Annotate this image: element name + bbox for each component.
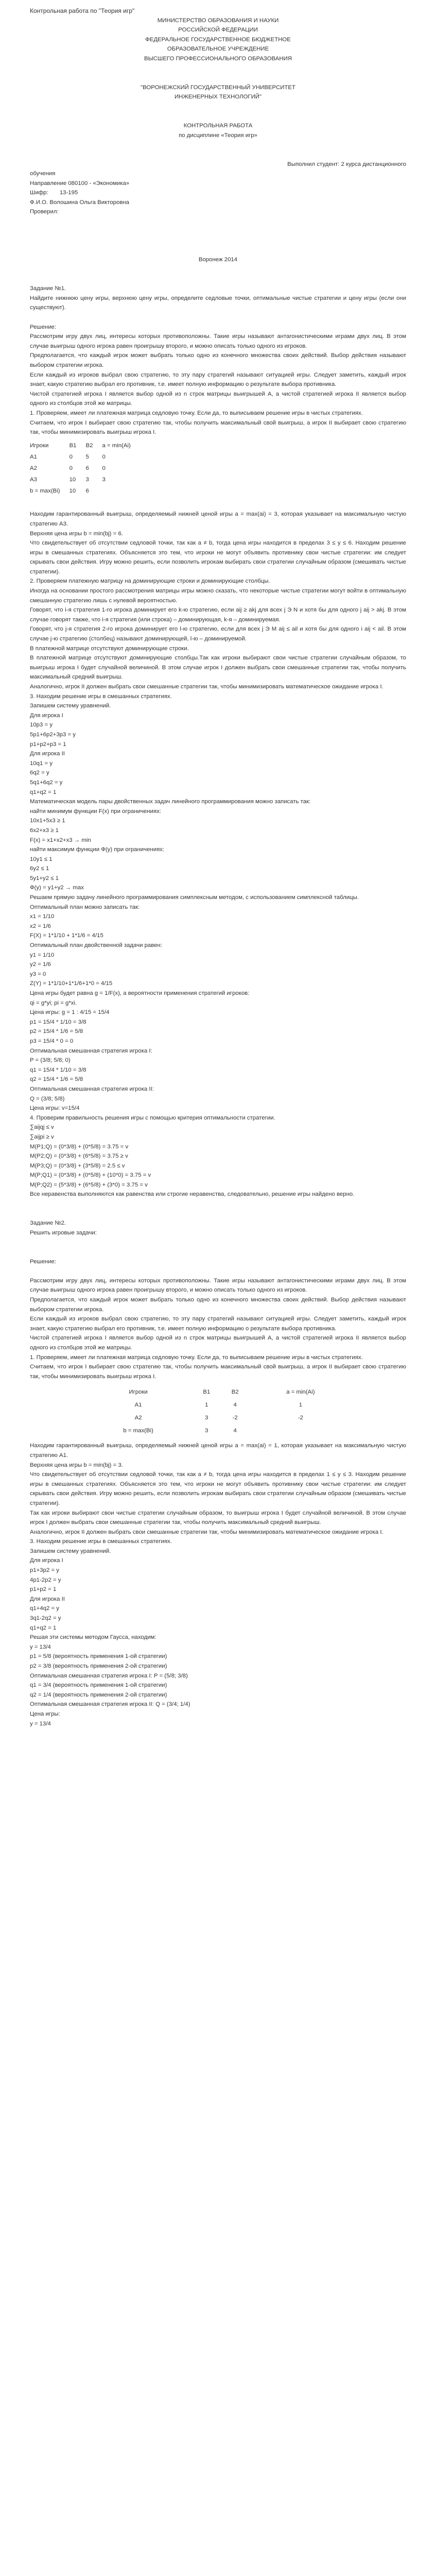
task2-section — [30, 1218, 406, 1728]
paragraph: F(X) = 1*1/10 + 1*1/6 = 4/15 — [30, 933, 103, 939]
task1-intro — [30, 332, 406, 437]
matrix-cell — [102, 486, 139, 497]
paragraph: Для игрока II — [30, 1596, 65, 1602]
paragraph: Цена игры: — [30, 1710, 60, 1717]
matrix-cell: 6 — [85, 488, 89, 495]
matrix-row — [30, 474, 140, 486]
work-type-line: по дисциплине «Теория игр» — [179, 132, 257, 139]
header-line: ФЕДЕРАЛЬНОЕ ГОСУДАРСТВЕННОЕ БЮДЖЕТНОЕ — [145, 36, 291, 43]
paragraph: Оптимальная смешанная стратегия игрока II: Q = (3/4; 1/4) — [30, 1701, 190, 1708]
paragraph: p1+3p2 = y — [30, 1567, 60, 1574]
matrix-cell: 3 — [205, 1427, 208, 1434]
paragraph: Для игрока II — [30, 751, 65, 757]
matrix-cell: b = max(Bi) — [123, 1427, 153, 1434]
paragraph: Говорят, что j-я стратегия 2-го игрока доминирует его l-ю стратегию, если для всех j Э M aij ≤ ail и хотя бы для одного i aij < ail. В этом случае j-ю стратегию (столбец) называют доминирующей, l-ю – доминируемой. — [30, 626, 408, 642]
matrix-cell: -2 — [298, 1414, 303, 1421]
matrix-header-cell: B2 — [85, 443, 93, 449]
paragraph: Для игрока I — [30, 712, 63, 719]
matrix-cell — [249, 1424, 352, 1437]
work-type-line: КОНТРОЛЬНАЯ РАБОТА — [183, 123, 253, 129]
paragraph: P = (3/8; 5/8; 0) — [30, 1057, 71, 1064]
matrix-cell: A1 — [134, 1401, 142, 1408]
paragraph: y = 13/4 — [30, 1643, 51, 1650]
paragraph: найти максимум функции Ф(y) при ограничениях: — [30, 846, 165, 853]
task1-body — [30, 510, 406, 1199]
paragraph: q1 = 15/4 * 1/10 = 3/8 — [30, 1066, 86, 1073]
paragraph: Цена игры: g = 1 : 4/15 = 15/4 — [30, 1009, 110, 1016]
paragraph: Аналогично, игрок II должен выбрать свои смешанные стратегии так, чтобы минимизировать математическое ожидание игрока I. — [30, 1529, 383, 1535]
paragraph: Оптимальная смешанная стратегия игрока I: — [30, 1047, 152, 1054]
paragraph: Ф(y) = y1+y2 → max — [30, 885, 84, 891]
task2-body — [30, 1441, 406, 1728]
paragraph: 5p1+6p2+3p3 = y — [30, 731, 76, 738]
paragraph: Оптимальная смешанная стратегия игрока II: — [30, 1086, 154, 1092]
task-heading: Задание №1. — [30, 285, 66, 292]
paragraph: p2 = 3/8 (вероятность применения 2-ой стратегии) — [30, 1663, 167, 1669]
paragraph: найти минимум функции F(x) при ограничениях: — [30, 808, 161, 815]
payoff-matrix — [84, 1385, 352, 1437]
matrix-row — [30, 463, 140, 474]
city-year: Воронеж 2014 — [198, 257, 238, 263]
direction-line: Направление 080100 - «Экономика» — [30, 180, 130, 187]
paragraph: Аналогично, игрок II должен выбрать свои смешанные стратегии так, чтобы минимизировать математическое ожидание игрока I. — [30, 684, 383, 690]
paragraph: y3 = 0 — [30, 971, 46, 977]
paragraph: ∑aijpi ≥ v — [30, 1133, 54, 1140]
paragraph: Цена игры: v=15/4 — [30, 1105, 80, 1112]
matrix-cell: 3 — [85, 477, 89, 483]
matrix-row — [84, 1424, 352, 1437]
matrix-cell: A3 — [30, 477, 37, 483]
paragraph: qi = g*yi; pi = g*xi. — [30, 999, 77, 1006]
paragraph: 1. Проверяем, имеет ли платежная матрица седловую точку. Если да, то выписываем решение игры в чистых стратегиях. — [30, 1354, 363, 1361]
task-statement: Решить игровые задачи: — [30, 1229, 97, 1236]
paragraph: Верхняя цена игры b = min(bj) = 3. — [30, 1462, 123, 1468]
paragraph: Решаем прямую задачу линейного программирования симплексным методом, с использованием симплексной таблицы. — [30, 894, 359, 901]
paragraph: Если каждый из игроков выбрал свою стратегию, то эту пару стратегий называют ситуацией игры. Следует заметить, каждый игрок знает, какую стратегию выбрал его противник, т.е. имеет полную информацию о результате выбора противника. — [30, 1316, 408, 1332]
paragraph: Цена игры будет равна g = 1/F(x), а вероятности применения стратегий игроков: — [30, 990, 250, 996]
paragraph: 4. Проверим правильность решения игры с помощью критерия оптимальности стратегии. — [30, 1114, 275, 1121]
paragraph: q1 = 3/4 (вероятность применения 1-ой стратегии) — [30, 1682, 167, 1689]
paragraph: Считаем, что игрок I выбирает свою стратегию так, чтобы получить максимальный свой выигрыш, а игрок II выбирает свою стратегию так, чтобы минимизировать выигрыш игрока I. — [30, 1364, 408, 1380]
matrix-header-row — [30, 440, 140, 452]
paragraph: M(P;Q2) = (5*3/8) + (6*5/8) + (3*0) = 3.75 = v — [30, 1181, 148, 1188]
matrix-header-cell: Игроки — [129, 1388, 148, 1395]
matrix-header-cell: B1 — [69, 443, 77, 449]
matrix-cell: 1 — [299, 1401, 303, 1408]
paragraph: Считаем, что игрок I выбирает свою стратегию так, чтобы получить максимальный свой выигрыш, а игрок II выбирает свою стратегию так, чтобы минимизировать выигрыш игрока I. — [30, 419, 408, 436]
header-line: РОССИЙСКОЙ ФЕДЕРАЦИИ — [178, 27, 258, 33]
matrix-cell: b = max(Bi) — [30, 488, 60, 495]
paragraph: 10x1+5x3 ≥ 1 — [30, 818, 65, 824]
paragraph: Если каждый из игроков выбрал свою стратегию, то эту пару стратегий называют ситуацией игры. Следует заметить, каждый игрок знает, какую стратегию выбрал его противник, т.е. имеет полную информацию о результате выбора противника. — [30, 371, 408, 388]
matrix-row — [84, 1411, 352, 1424]
matrix-cell: 4 — [233, 1427, 237, 1434]
matrix-cell: 10 — [69, 477, 76, 483]
title-block — [30, 6, 406, 284]
paragraph: M(P2;Q) = (0*3/8) + (6*5/8) = 3.75 ≥ v — [30, 1153, 128, 1160]
paragraph: Верхняя цена игры b = min(bj) = 6. — [30, 530, 123, 537]
paragraph: 3. Находим решение игры в смешанных стратегиях. — [30, 693, 172, 700]
matrix-header-cell: Игроки — [30, 443, 49, 449]
task1-section — [30, 284, 406, 1218]
matrix-cell: 3 — [102, 477, 106, 483]
paragraph: Находим гарантированный выигрыш, определяемый нижней ценой игры a = max(ai) = 3, которая указывает на максимальную чистую стратегию A3. — [30, 511, 408, 527]
matrix-header-cell: a = min(Ai) — [286, 1388, 315, 1395]
paragraph: Запишем систему уравнений. — [30, 703, 111, 709]
paragraph: 10q1 = y — [30, 760, 53, 767]
paragraph: Оптимальный план двойственной задачи равен: — [30, 942, 162, 949]
paragraph: M(P3;Q) = (0*3/8) + (3*5/8) = 2.5 ≤ v — [30, 1162, 125, 1169]
paragraph: Предполагается, что каждый игрок может выбрать только одно из конечного множества своих действий. Выбор действия называют выбором стратегии игрока. — [30, 1297, 408, 1313]
paragraph: 4p1-2p2 = y — [30, 1577, 61, 1583]
matrix-cell: 0 — [102, 465, 106, 472]
paragraph: Находим гарантированный выигрыш, определяемый нижней ценой игры a = max(ai) = 1, которая указывает на максимальную чистую стратегию A1. — [30, 1443, 408, 1459]
task-statement: Найдите нижнюю цену игры, верхнюю цену игры, определите седловые точки, оптимальные чистые стратегии и цену игры (если они существуют). — [30, 295, 408, 311]
matrix-cell: A1 — [30, 454, 37, 461]
paragraph: 6y2 ≤ 1 — [30, 866, 49, 872]
paragraph: Предполагается, что каждый игрок может выбрать только одно из конечного множества своих действий. Выбор действия называют выбором стратегии игрока. — [30, 352, 408, 368]
matrix-row — [30, 452, 140, 463]
paragraph: y = 13/4 — [30, 1720, 51, 1727]
paragraph: q2 = 15/4 * 1/6 = 5/8 — [30, 1076, 83, 1083]
matrix-cell: A2 — [134, 1414, 142, 1421]
paragraph: 3q1-2q2 = y — [30, 1615, 61, 1622]
paragraph: Так как игроки выбирают свои чистые стратегии случайным образом, то выигрыш игрока I будет случайной величиной. В этом случае игрок I должен выбрать свои смешанные стратегии так, чтобы получить максимальный средний выигрыш. — [30, 1510, 408, 1526]
student-line-cont: обучения — [30, 171, 56, 177]
paragraph: Рассмотрим игру двух лиц, интересы которых противоположны. Такие игры называют антагонистическими играми двух лиц. В этом случае выигрыш одного игрока равен проигрышу второго, и можно описать только одного из игроков. — [30, 333, 408, 349]
matrix-cell: 6 — [85, 465, 89, 472]
paragraph: В платежной матрице отсутствуют доминирующие столбцы.Так как игроки выбирают свои чистые стратегии случайным образом, то выигрыш игрока I будет случайной величиной. В этом случае игрок I должен выбрать свои смешанные стратегии так, чтобы получить максимальный средний выигрыш. — [30, 655, 408, 681]
paragraph: Иногда на основании простого рассмотрения матрицы игры можно сказать, что некоторые чистые стратегии могут войти в оптимальную смешанную стратегию лишь с нулевой вероятностью. — [30, 588, 408, 604]
paragraph: p3 = 15/4 * 0 = 0 — [30, 1038, 74, 1044]
matrix-cell: 0 — [69, 454, 73, 461]
checked-line: Проверил: — [30, 209, 59, 215]
paragraph: Z(Y) = 1*1/10+1*1/6+1*0 = 4/15 — [30, 980, 113, 987]
paragraph: q2 = 1/4 (вероятность применения 2-ой стратегии) — [30, 1691, 167, 1698]
paragraph: Оптимальная смешанная стратегия игрока I: P = (5/8; 3/8) — [30, 1672, 188, 1679]
matrix-cell: 4 — [233, 1401, 237, 1408]
matrix-cell: 10 — [69, 488, 76, 495]
task2-intro — [30, 1276, 406, 1382]
matrix-header-cell: a = min(Ai) — [102, 443, 131, 449]
paragraph: Что свидетельствует об отсутствии седловой точки, так как a ≠ b, тогда цена игры находится в пределах 3 ≤ y ≤ 6. Находим решение игры в смешанных стратегиях. Объясняется это тем, что игроки не могут объявить противнику свои чистые стратегии: им следует скрывать свои действия. Игру можно решить, если позволить игрокам выбирать свои стратегии случайным образом (смешивать чистые стратегии). — [30, 540, 408, 575]
cipher-line: Шифр: 13-195 — [30, 190, 78, 196]
paragraph: Запишем систему уравнений. — [30, 1548, 111, 1554]
paragraph: Говорят, что i-я стратегия 1-го игрока доминирует его k-ю стратегию, если aij ≥ akj для всех j Э N и хотя бы для одного j aij > akj. В этом случае говорят также, что i-я стратегия (или строка) – доминирующая, k-я – доминируемая. — [30, 607, 408, 623]
paragraph: M(P;Q1) = (0*3/8) + (0*5/8) + (10*0) = 3.75 = v — [30, 1172, 151, 1179]
paragraph: Q = (3/8; 5/8) — [30, 1095, 65, 1102]
paragraph: 3. Находим решение игры в смешанных стратегиях. — [30, 1538, 172, 1545]
student-line: Выполнил студент: 2 курса дистанционного — [287, 161, 406, 167]
paragraph: 6q2 = y — [30, 770, 49, 776]
header-line: МИНИСТЕРСТВО ОБРАЗОВАНИЯ И НАУКИ — [157, 17, 279, 24]
matrix-header-cell: B2 — [231, 1388, 239, 1395]
paragraph: 10y1 ≤ 1 — [30, 856, 53, 862]
paragraph: Решая эти системы методом Гаусса, находим: — [30, 1634, 156, 1641]
paragraph: x1 = 1/10 — [30, 913, 55, 920]
paragraph: F(x) = x1+x2+x3 → min — [30, 837, 91, 843]
paragraph: p2 = 15/4 * 1/6 = 5/8 — [30, 1028, 83, 1035]
paragraph: Рассмотрим игру двух лиц, интересы которых противоположны. Такие игры называют антагонистическими играми двух лиц. В этом случае выигрыш одного игрока равен проигрышу второго, и можно описать только одного из игроков. — [30, 1277, 408, 1294]
matrix-cell: 3 — [205, 1414, 208, 1421]
paragraph: x2 = 1/6 — [30, 923, 51, 929]
matrix-row — [84, 1398, 352, 1411]
paragraph: p1 = 5/8 (вероятность применения 1-ой стратегии) — [30, 1653, 167, 1660]
paragraph: 6x2+x3 ≥ 1 — [30, 827, 59, 834]
paragraph: q1+q2 = 1 — [30, 1624, 57, 1631]
matrix-cell: 0 — [102, 454, 106, 461]
matrix-cell: 5 — [85, 454, 89, 461]
document-title: Контрольная работа по "Теория игр" — [30, 7, 135, 14]
matrix-row — [30, 486, 140, 497]
matrix-cell: 0 — [69, 465, 73, 472]
paragraph: Что свидетельствует об отсутствии седловой точки, так как a ≠ b, тогда цена игры находится в пределах 1 ≤ y ≤ 3. Находим решение игры в смешанных стратегиях. Объясняется это тем, что игроки не могут объявить противнику свои чистые стратегии: им следует скрывать свои действия. Игру можно решить, если позволить игрокам выбирать свои стратегии случайным образом (смешивать чистые стратегии). — [30, 1471, 408, 1506]
solution-label: Решение: — [30, 324, 57, 330]
paragraph: ∑aijqj ≤ v — [30, 1124, 54, 1131]
paragraph: Математическая модель пары двойственных задач линейного программирования можно записать так: — [30, 799, 311, 805]
paragraph: q1+4q2 = y — [30, 1605, 60, 1612]
paragraph: y2 = 1/6 — [30, 961, 51, 968]
fio-line: Ф.И.О. Волошина Ольга Викторовна — [30, 199, 130, 206]
payoff-matrix — [30, 440, 140, 497]
paragraph: p1+p2+p3 = 1 — [30, 741, 66, 748]
paragraph: Для игрока I — [30, 1557, 63, 1564]
solution-label: Решение: — [30, 1258, 57, 1265]
paragraph: 10p3 = y — [30, 722, 53, 728]
paragraph: 1. Проверяем, имеет ли платежная матрица седловую точку. Если да, то выписываем решение игры в чистых стратегиях. — [30, 410, 363, 416]
matrix-header-cell: B1 — [203, 1388, 211, 1395]
paragraph: Чистой стратегией игрока I является выбор одной из n строк матрицы выигрышей А, а чистой стратегией игрока II является выбор одного из столбцов этой же матрицы. — [30, 1335, 408, 1351]
paragraph: p1+p2 = 1 — [30, 1586, 57, 1593]
header-line: ОБРАЗОВАТЕЛЬНОЕ УЧРЕЖДЕНИЕ — [167, 46, 269, 53]
paragraph: 5q1+6q2 = y — [30, 779, 63, 786]
paragraph: В платежной матрице отсутствуют доминирующие строки. — [30, 645, 189, 652]
paragraph: Чистой стратегией игрока I является выбор одной из n строк матрицы выигрышей А, а чистой стратегией игрока II является выбор одного из столбцов этой же матрицы. — [30, 391, 408, 407]
paragraph: 2. Проверяем платежную матрицу на доминирующие строки и доминирующие столбцы. — [30, 578, 270, 585]
paragraph: p1 = 15/4 * 1/10 = 3/8 — [30, 1019, 86, 1025]
matrix-cell: -2 — [232, 1414, 238, 1421]
matrix-header-row — [84, 1385, 352, 1398]
paragraph: Оптимальный план можно записать так: — [30, 904, 140, 910]
university-line: ИНЖЕНЕРНЫХ ТЕХНОЛОГИЙ" — [174, 94, 262, 100]
paragraph: M(P1;Q) = (0*3/8) + (0*5/8) = 3.75 = v — [30, 1143, 129, 1150]
paragraph: q1+q2 = 1 — [30, 789, 57, 795]
header-line: ВЫСШЕГО ПРОФЕССИОНАЛЬНОГО ОБРАЗОВАНИЯ — [144, 55, 292, 62]
matrix-cell: A2 — [30, 465, 37, 472]
task-heading: Задание №2. — [30, 1220, 66, 1227]
university-line: "ВОРОНЕЖСКИЙ ГОСУДАРСТВЕННЫЙ УНИВЕРСИТЕТ — [141, 84, 295, 91]
paragraph: y1 = 1/10 — [30, 952, 55, 958]
paragraph: Все неравенства выполняются как равенства или строгие неравенства, следовательно, решение игры найдено верно. — [30, 1191, 355, 1198]
paragraph: 5y1+y2 ≤ 1 — [30, 875, 59, 882]
matrix-cell: 1 — [205, 1401, 208, 1408]
